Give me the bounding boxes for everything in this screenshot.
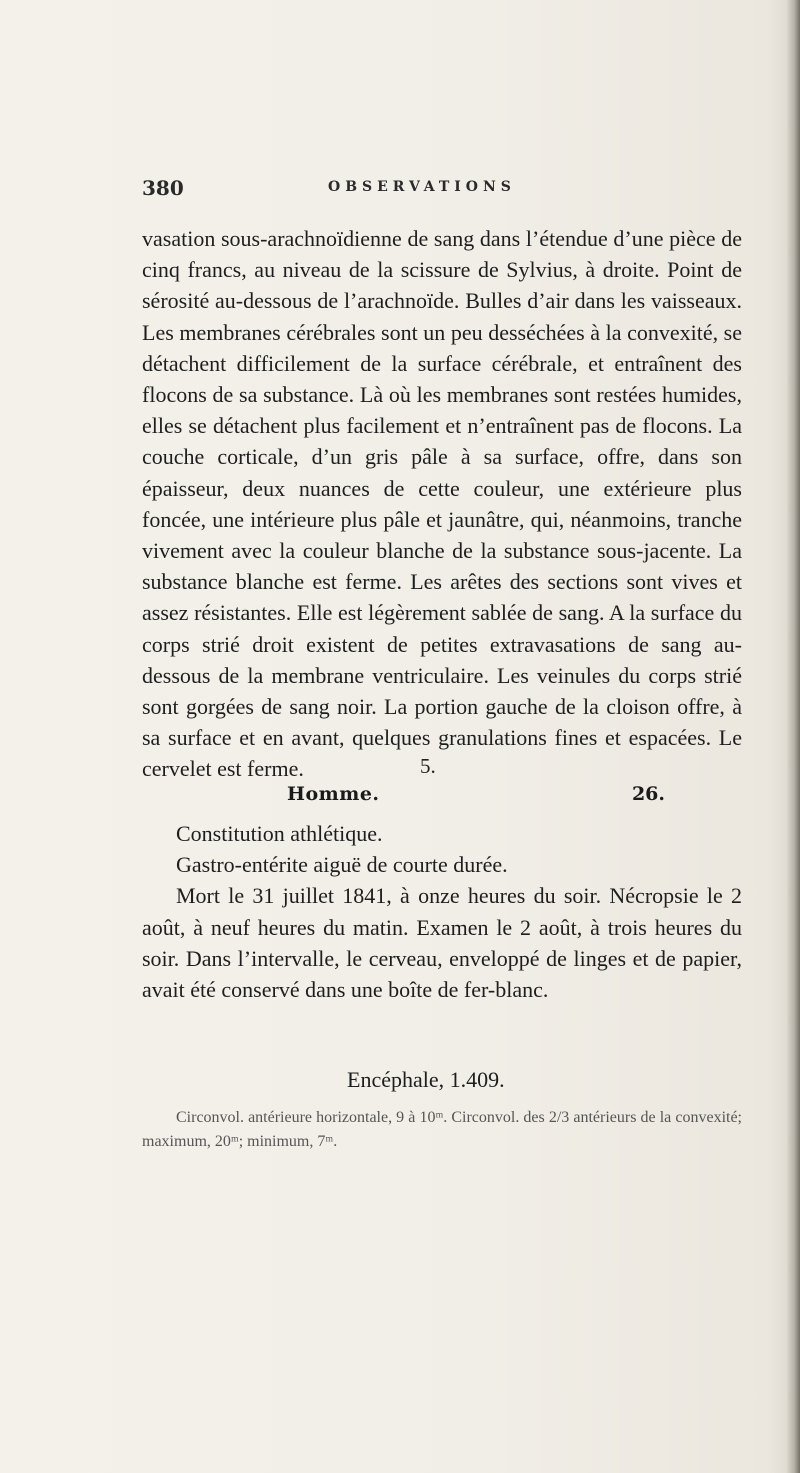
section-number: 5.: [420, 754, 436, 778]
death-paragraph: Mort le 31 juillet 1841, à onze heures du soir. Nécropsie le 2 août, à neuf heures du matin. Examen le 2 août, à trois heures du soir. Dans l’intervalle, le cerveau, enveloppé de linges et de papier, avait été conservé dans une boîte de fer-blanc.: [142, 883, 742, 1003]
observation-block: [142, 818, 742, 1005]
paragraph-text: vasation sous-arachnoïdienne de sang dans l’étendue d’une pièce de cinq francs, au niveau de la scissure de Sylvius, à droite. Point de sérosité au-dessous de l’arachnoïde. Bulles d’air dans les vaisseaux. Les membranes cérébrales sont un peu desséchées à la convexité, se détachent difficilement de la surface cérébrale, et entraînent des flocons de sa substance. Là où les membranes sont restées humides, elles se détachent plus facilement et n’entraînent pas de flocons. La couche corticale, d’un gris pâle à sa surface, offre, dans son épaisseur, deux nuances de cette couleur, une extérieure plus foncée, une intérieure plus pâle et jaunâtre, qui, néanmoins, tranche vivement avec la couleur blanche de la substance sous-jacente. La substance blanche est ferme. Les arêtes des sections sont vives et assez résistantes. Elle est légèrement sablée de sang. A la surface du corps strié droit existent de petites extravasations de sang au-dessous de la membrane ventriculaire. Les veinules du corps strié sont gorgées de sang noir. La portion gauche de la cloison offre, à sa surface et en avant, quelques granulations fines et espacées. Le cervelet est ferme.: [142, 226, 742, 782]
page-header: [142, 176, 662, 206]
case-sex: Homme.: [287, 783, 380, 805]
convolution-note: Circonvol. antérieure horizontale, 9 à 10ᵐ. Circonvol. des 2/3 antérieurs de la convexité; maximum, 20ᵐ; minimum, 7ᵐ.: [142, 1109, 742, 1150]
constitution-line: Constitution athlétique.: [176, 821, 383, 846]
brain-weight: Encéphale, 1.409.: [347, 1067, 505, 1092]
continued-paragraph: [142, 223, 742, 785]
page-number: 380: [142, 176, 184, 200]
diagnosis-line: Gastro-entérite aiguë de courte durée.: [176, 852, 508, 878]
case-number: 26.: [631, 783, 665, 805]
running-head: OBSERVATIONS: [328, 179, 516, 195]
case-heading: [287, 783, 665, 813]
page-edge-shadow: [786, 0, 800, 1473]
